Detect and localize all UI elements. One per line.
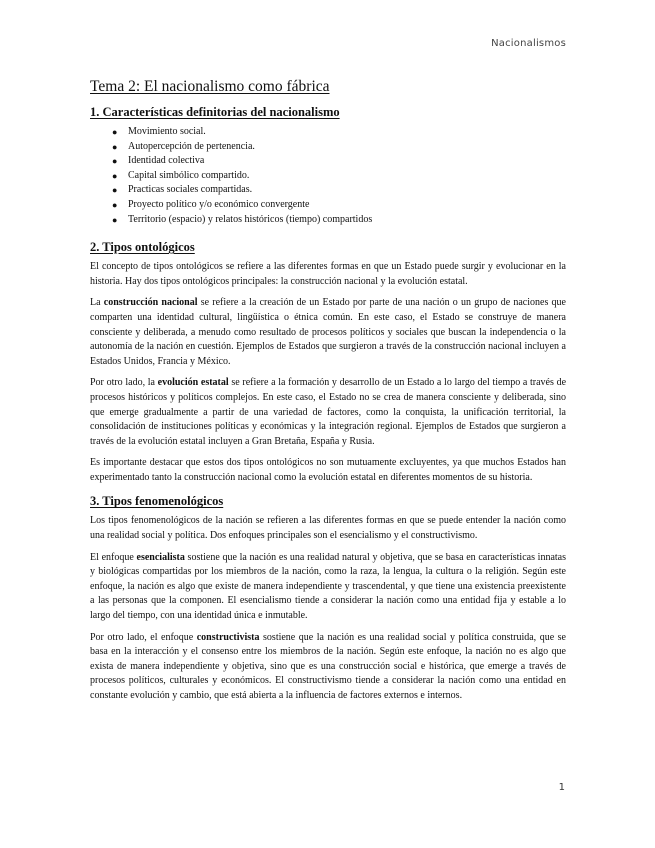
bullet-icon: ● bbox=[112, 156, 118, 167]
paragraph: Por otro lado, el enfoque constructivista sostiene que la nación es una realidad social y política construida, que se basa en la interacción y el consenso entre los miembros de la nación. Según este enfoque, la nación no es algo que exista de manera independiente y objetiva, sino que es una construcción social e histórica, que emerge a través de procesos políticos, culturales y económicos. El constructivismo tiende a considerar la nación como una entidad en constante evolución y cambio, que está abierta a la influencia de factores externos e internos. bbox=[90, 631, 566, 701]
paragraph: El concepto de tipos ontológicos se refiere a las diferentes formas en que un Estado puede surgir y evolucionar en la historia. Hay dos tipos ontológicos principales: la construcción nacional y la evolución estatal. bbox=[90, 261, 566, 287]
emphasis-term: construcción nacional bbox=[103, 297, 198, 309]
list-item: ● Territorio (espacio) y relatos históricos (tiempo) compartidos bbox=[128, 213, 566, 228]
emphasis-term: esencialista bbox=[136, 551, 185, 563]
emphasis-term: constructivista bbox=[196, 631, 260, 643]
section-heading-phenomenological: 3. Tipos fenomenológicos bbox=[90, 494, 224, 509]
bullet-icon: ● bbox=[112, 127, 118, 137]
list-item: ● Proyecto político y/o económico convergente bbox=[128, 198, 566, 213]
section-characteristics bbox=[90, 104, 566, 227]
bullet-icon: ● bbox=[112, 214, 118, 225]
page-number: 1 bbox=[558, 782, 565, 793]
paragraph: Los tipos fenomenológicos de la nación se refieren a las diferentes formas en que se puede entender la nación como una realidad social y política. Dos enfoques principales son el esencialismo y el constructivismo. bbox=[90, 515, 566, 542]
section-heading-characteristics: 1. Características definitorias del nacionalismo bbox=[90, 105, 340, 119]
bullet-icon: ● bbox=[112, 185, 118, 196]
running-header: Nacionalismos bbox=[491, 38, 566, 49]
list-item: ● Practicas sociales compartidas. bbox=[128, 183, 566, 198]
page-content bbox=[90, 77, 566, 712]
document-title: Tema 2: El nacionalismo como fábrica bbox=[90, 78, 330, 95]
section-heading-ontological: 2. Tipos ontológicos bbox=[90, 240, 195, 255]
list-item: ● Capital simbólico compartido. bbox=[128, 169, 566, 184]
paragraph: El enfoque esencialista sostiene que la nación es una realidad natural y objetiva, que se basa en características innatas y biológicas compartidas por los miembros de la nación, como la raza, la lengua, la cultura o la religión. Según este enfoque, la nación es algo que existe de manera independiente y trascendental, y que tiene una existencia preexistente a las personas que la componen. El esencialismo tiende a considerar la nación como una entidad fija y estable a lo largo del tiempo, con una identidad única e inmutable. bbox=[90, 551, 567, 622]
list-item: ● Autopercepción de pertenencia. bbox=[128, 140, 566, 155]
list-item: ● Movimiento social. bbox=[128, 125, 566, 140]
list-item: ● Identidad colectiva bbox=[128, 154, 566, 169]
section-ontological-types bbox=[90, 239, 566, 485]
section-phenomenological-types bbox=[90, 493, 566, 703]
emphasis-term: evolución estatal bbox=[157, 377, 229, 389]
bullet-icon: ● bbox=[112, 170, 118, 181]
characteristics-list bbox=[90, 125, 566, 227]
paragraph: Por otro lado, la evolución estatal se refiere a la formación y desarrollo de un Estado a lo largo del tiempo a través de procesos históricos y políticos complejos. En este caso, el Estado no se crea de manera consciente y deliberada, sino que emerge gradualmente a partir de una variedad de factores, como la conquista, la unificación territorial, la consolidación de instituciones políticas y económicas y la integración regional. Ejemplos de Estados que surgieron a través de la evolución estatal incluyen a Gran Bretaña, España y Rusia. bbox=[90, 377, 567, 447]
bullet-icon: ● bbox=[112, 199, 118, 210]
paragraph: La construcción nacional se refiere a la creación de un Estado por parte de una nación o un grupo de naciones que comparten una identidad cultural, lingüística o étnica común. En este caso, el Estado se construye de manera consciente y deliberada, a menudo como resultado de procesos políticos y sociales que buscan la independencia o la autonomía de la nación en cuestión. Ejemplos de Estados que surgieron a través de la construcción nacional incluyen a Estados Unidos, Francia y México. bbox=[90, 297, 566, 367]
paragraph: Es importante destacar que estos dos tipos ontológicos no son mutuamente excluyentes, ya que muchos Estados han experimentado tanto la construcción nacional como la evolución estatal en diferentes momentos de su historia. bbox=[90, 457, 566, 483]
bullet-icon: ● bbox=[112, 141, 118, 152]
